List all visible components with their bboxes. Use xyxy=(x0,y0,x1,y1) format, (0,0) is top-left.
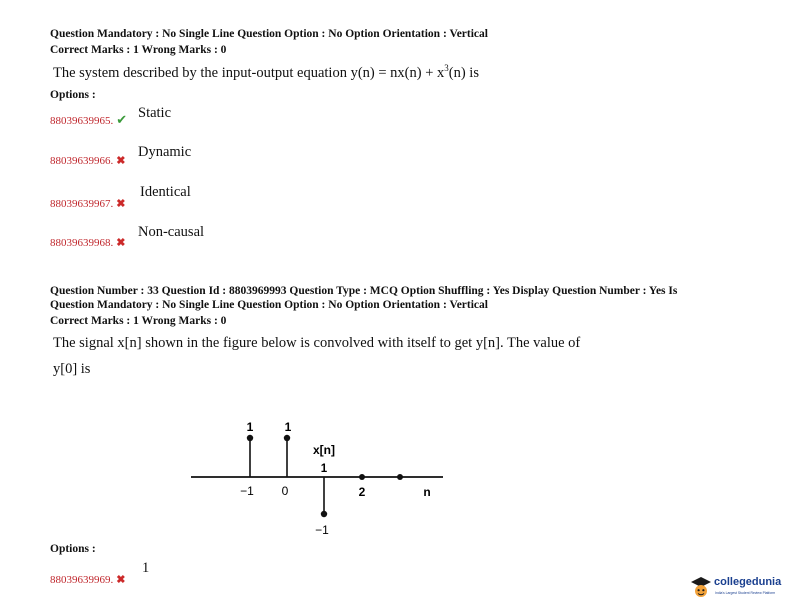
q33-option-1 xyxy=(50,570,125,588)
cross-icon: ✖ xyxy=(116,574,126,586)
option-id: 88039639965. xyxy=(50,115,114,127)
sample-dot-n-3 xyxy=(397,474,403,480)
q32-meta-line-2: Correct Marks : 1 Wrong Marks : 0 xyxy=(50,44,227,56)
q33-meta-line-2: Question Mandatory : No Single Line Question Option : No Option Orientation : Vertical xyxy=(50,299,488,311)
tick-label-n-2: 2 xyxy=(358,485,366,499)
option-id: 88039639968. xyxy=(50,237,114,249)
value-label-n-1: 1 xyxy=(320,463,328,475)
axis-label-n: n xyxy=(423,485,431,499)
q32-option-3-text: Identical xyxy=(140,184,191,200)
neg-label-n-1: −1 xyxy=(315,523,329,537)
sample-dot-n-1 xyxy=(321,511,327,517)
sample-dot-n-2 xyxy=(359,474,365,480)
sample-dot-n-minus1 xyxy=(247,435,253,441)
cross-icon: ✖ xyxy=(116,155,126,167)
q33-question-line-2: y[0] is xyxy=(53,361,91,377)
q32-option-4-text: Non-causal xyxy=(138,224,205,240)
tick-label-n-minus1: −1 xyxy=(240,484,254,498)
q32-option-4 xyxy=(50,233,125,251)
signal-figure xyxy=(185,405,455,545)
q32-option-2-text: Dynamic xyxy=(138,144,192,160)
brand-tagline: India's Largest Student Review Platform xyxy=(715,591,776,595)
q33-options-label: Options : xyxy=(50,543,96,555)
collegedunia-logo xyxy=(690,574,786,604)
graduation-cap-icon xyxy=(690,575,712,599)
q33-meta-line-1: Question Number : 33 Question Id : 8803969993 Question Type : MCQ Option Shuffling : Yes Display Question Number : Yes Is xyxy=(50,285,678,297)
q33-question-line-1: The signal x[n] shown in the figure below is convolved with itself to get y[n]. The value of xyxy=(53,335,581,351)
option-id: 88039639966. xyxy=(50,155,114,167)
option-id: 88039639969. xyxy=(50,574,114,586)
q32-question-text: The system described by the input-output equation $y(n) = nx(n) + x^3(n)$ is xyxy=(53,63,479,81)
brand-name: collegedunia xyxy=(714,576,782,588)
cross-icon: ✖ xyxy=(116,237,126,249)
signal-label: x[n] xyxy=(313,443,335,457)
q32-option-3 xyxy=(50,194,125,212)
option-id: 88039639967. xyxy=(50,198,114,210)
tick-label-n-0: 0 xyxy=(281,484,289,498)
q32-option-1 xyxy=(50,111,127,129)
q32-option-1-text: Static xyxy=(138,105,172,121)
check-icon: ✔ xyxy=(116,112,128,127)
q32-options-label: Options : xyxy=(50,89,96,101)
q33-option-1-text: 1 xyxy=(142,560,150,576)
q32-option-2 xyxy=(50,151,125,169)
value-label-n-0: 1 xyxy=(284,420,292,434)
sample-dot-n-0 xyxy=(284,435,290,441)
q32-meta-line-1: Question Mandatory : No Single Line Question Option : No Option Orientation : Vertical xyxy=(50,28,488,40)
q33-meta-line-3: Correct Marks : 1 Wrong Marks : 0 xyxy=(50,315,227,327)
value-label-n-minus1: 1 xyxy=(246,420,254,434)
cross-icon: ✖ xyxy=(116,198,126,210)
